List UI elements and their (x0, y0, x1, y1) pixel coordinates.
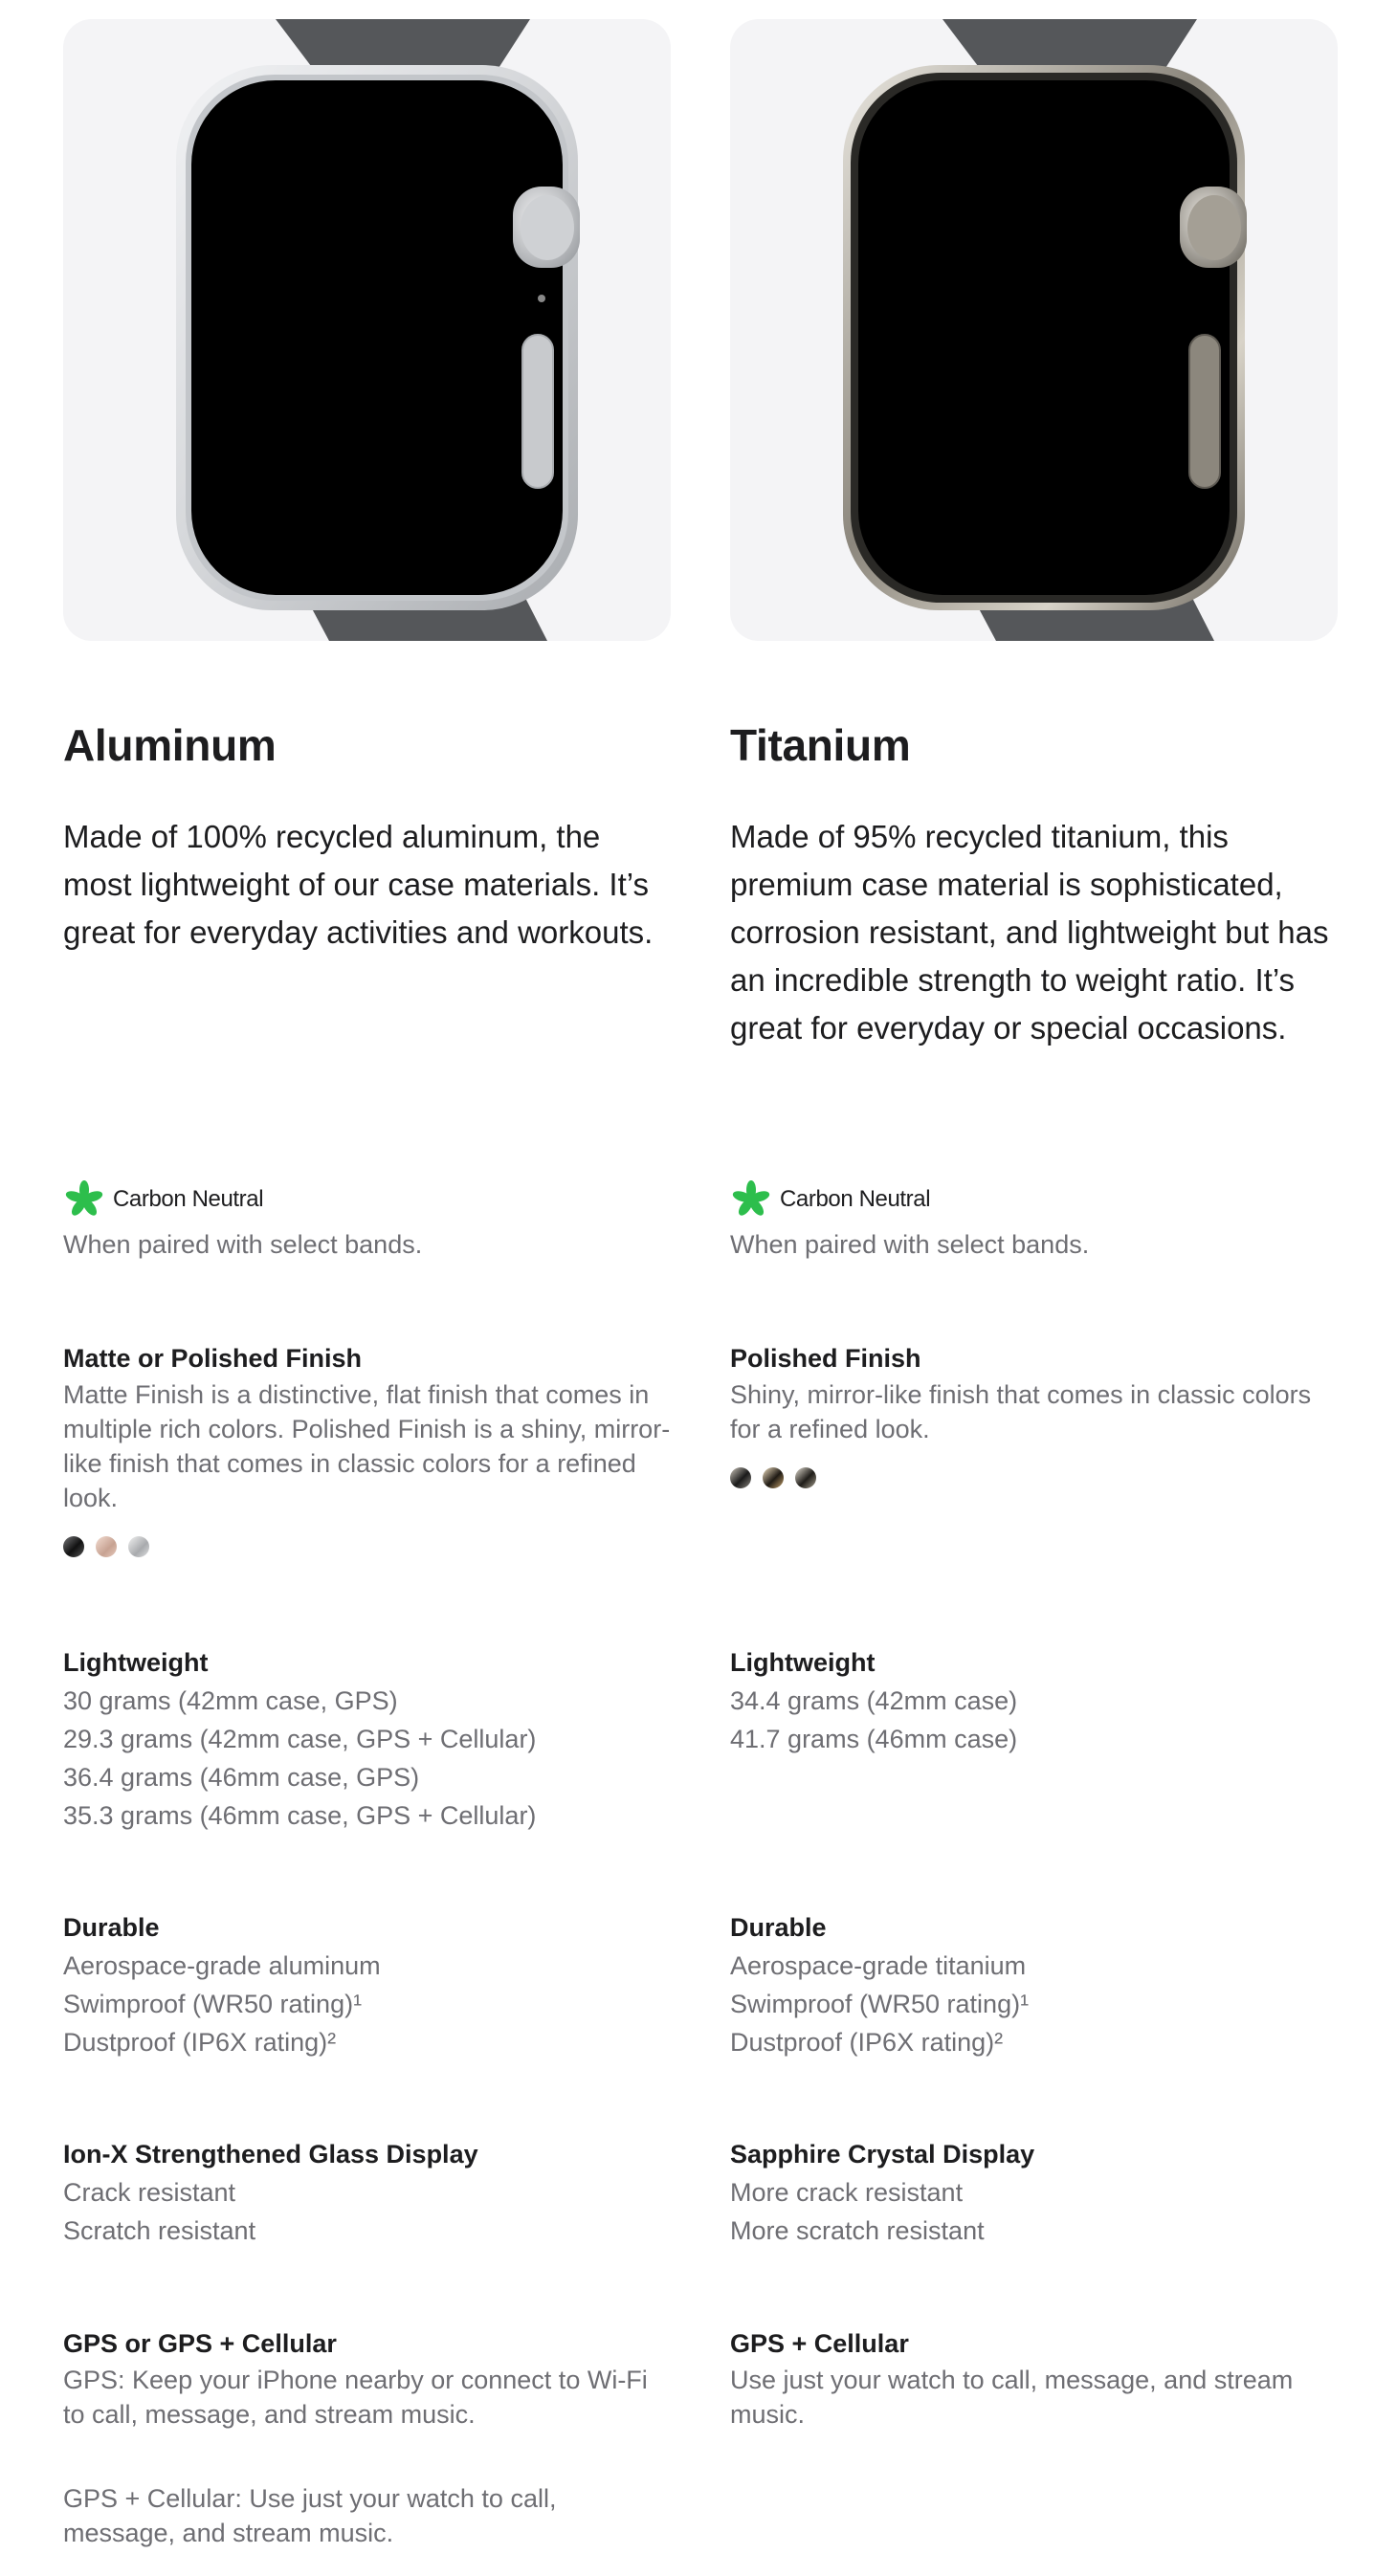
swatch-slate[interactable] (730, 1467, 751, 1488)
finish-text: Shiny, mirror-like finish that comes in classic colors for a refined look. (730, 1380, 1312, 1443)
connectivity-heading: GPS + Cellular (730, 2329, 909, 2358)
display-heading: Sapphire Crystal Display (730, 2140, 1035, 2169)
lightweight-line: 30 grams (42mm case, GPS) (63, 1686, 398, 1715)
carbon-neutral-badge (730, 1178, 930, 1221)
durable-line: Swimproof (WR50 rating)¹ (63, 1990, 363, 2018)
lightweight-line: 29.3 grams (42mm case, GPS + Cellular) (63, 1725, 537, 1753)
connectivity-section (63, 2324, 671, 2550)
display-line: Crack resistant (63, 2178, 236, 2207)
carbon-neutral-label: Carbon Neutral (113, 1186, 264, 1212)
swatch-silver[interactable] (128, 1536, 149, 1557)
finish-swatches (730, 1467, 1338, 1488)
carbon-neutral-icon (730, 1178, 772, 1221)
lightweight-line: 34.4 grams (42mm case) (730, 1686, 1018, 1715)
swatch-natural[interactable] (795, 1467, 816, 1488)
carbon-neutral-note: When paired with select bands. (730, 1230, 1090, 1259)
carbon-neutral-icon (63, 1178, 105, 1221)
durable-heading: Durable (63, 1913, 160, 1942)
display-heading: Ion-X Strengthened Glass Display (63, 2140, 478, 2169)
connectivity-section (730, 2324, 1338, 2432)
swatch-gold[interactable] (763, 1467, 784, 1488)
case-description: Made of 95% recycled titanium, this premium case material is sophisticated, corrosion resistant, and lightweight but has an incredible strength to weight ratio. It’s great for everyday or special occasions. (730, 819, 1329, 1046)
lightweight-heading: Lightweight (63, 1648, 209, 1677)
lightweight-line: 36.4 grams (46mm case, GPS) (63, 1763, 420, 1792)
durable-line: Aerospace-grade aluminum (63, 1951, 381, 1980)
aluminum-watch-illustration (63, 19, 671, 641)
finish-section (730, 1339, 1338, 1488)
finish-heading: Polished Finish (730, 1344, 921, 1373)
connectivity-text: Use just your watch to call, message, and stream music. (730, 2366, 1294, 2429)
durable-section (730, 1908, 1338, 2061)
lightweight-line: 41.7 grams (46mm case) (730, 1725, 1018, 1753)
display-line: Scratch resistant (63, 2216, 256, 2245)
case-title: Titanium (730, 720, 911, 770)
durable-heading: Durable (730, 1913, 827, 1942)
finish-text: Matte Finish is a distinctive, flat finish that comes in multiple rich colors. Polished Finish is a shiny, mirror-like finish that comes in classic colors for a refined look. (63, 1380, 671, 1512)
lightweight-section (63, 1643, 671, 1835)
lightweight-line: 35.3 grams (46mm case, GPS + Cellular) (63, 1801, 537, 1830)
lightweight-section (730, 1643, 1338, 1758)
finish-heading: Matte or Polished Finish (63, 1344, 363, 1373)
finish-swatches (63, 1536, 671, 1557)
titanium-watch-illustration (730, 19, 1338, 641)
aluminum-column (63, 0, 671, 2576)
case-title: Aluminum (63, 720, 277, 770)
connectivity-heading: GPS or GPS + Cellular (63, 2329, 337, 2358)
connectivity-text: GPS: Keep your iPhone nearby or connect to Wi‑Fi to call, message, and stream music. (63, 2366, 648, 2429)
display-section (730, 2135, 1338, 2250)
durable-section (63, 1908, 671, 2061)
lightweight-heading: Lightweight (730, 1648, 876, 1677)
carbon-neutral-note: When paired with select bands. (63, 1230, 423, 1259)
swatch-jet-black[interactable] (63, 1536, 84, 1557)
carbon-neutral-label: Carbon Neutral (780, 1186, 931, 1212)
durable-line: Dustproof (IP6X rating)² (730, 2028, 1004, 2057)
durable-line: Dustproof (IP6X rating)² (63, 2028, 337, 2057)
carbon-neutral-badge (63, 1178, 263, 1221)
titanium-column (730, 0, 1338, 2576)
display-line: More scratch resistant (730, 2216, 985, 2245)
durable-line: Swimproof (WR50 rating)¹ (730, 1990, 1030, 2018)
display-section (63, 2135, 671, 2250)
aluminum-watch-image (63, 19, 671, 641)
finish-section (63, 1339, 671, 1557)
display-line: More crack resistant (730, 2178, 964, 2207)
connectivity-text: GPS + Cellular: Use just your watch to call, message, and stream music. (63, 2484, 557, 2547)
swatch-rose-gold[interactable] (96, 1536, 117, 1557)
durable-line: Aerospace-grade titanium (730, 1951, 1027, 1980)
case-description: Made of 100% recycled aluminum, the most lightweight of our case materials. It’s great for everyday activities and workouts. (63, 819, 654, 950)
titanium-watch-image (730, 19, 1338, 641)
